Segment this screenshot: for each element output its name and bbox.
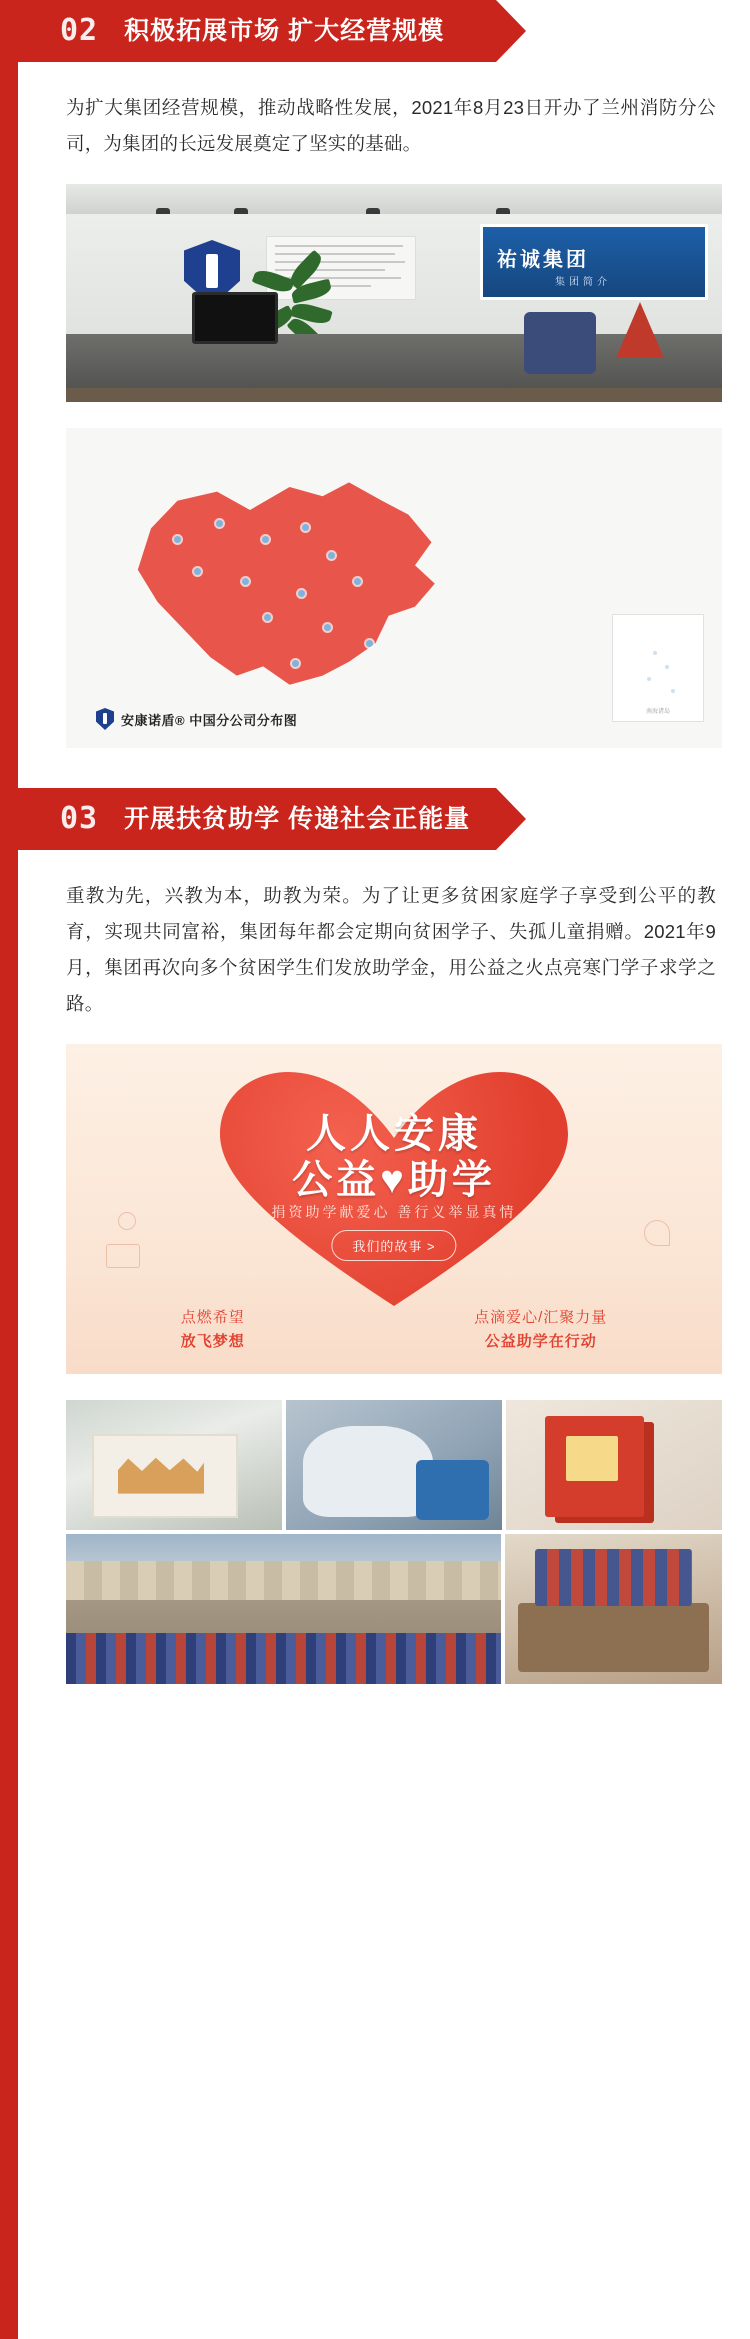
envelope-doodle-icon — [106, 1244, 140, 1268]
our-story-button[interactable]: 我们的故事 > — [331, 1230, 456, 1261]
banner-footer-right — [474, 1306, 607, 1354]
footer-left-line2: 放飞梦想 — [180, 1333, 245, 1350]
map-dot — [264, 614, 271, 621]
inset-caption: 南海诸岛 — [645, 709, 670, 715]
map-legend-text: 安康诺盾® 中国分公司分布图 — [121, 712, 298, 728]
map-dot — [366, 640, 373, 647]
office-photo — [66, 184, 722, 402]
section-03-title: 开展扶贫助学 传递社会正能量 — [124, 805, 471, 833]
packing-supplies-photo — [286, 1400, 502, 1530]
charity-photo-grid — [18, 1400, 750, 1684]
donation-boxes-photo — [66, 1400, 282, 1530]
photo-row-bottom — [66, 1534, 722, 1684]
charity-banner-wrap — [18, 1044, 750, 1374]
banner-heart-line2: 公益♥助学 — [292, 1158, 496, 1202]
footer-right-line2: 公益助学在行动 — [484, 1333, 597, 1350]
spacer — [18, 1374, 750, 1400]
map-dot — [324, 624, 331, 631]
banner-heart-line1: 人人安康 — [306, 1112, 482, 1156]
map-dot — [174, 536, 181, 543]
spacer — [18, 748, 750, 788]
board-subtitle: 集团简介 — [555, 277, 611, 288]
red-envelopes-photo — [506, 1400, 722, 1530]
south-sea-inset — [612, 614, 704, 722]
section-02-office-photo-wrap — [18, 184, 750, 402]
section-03 — [18, 788, 750, 1706]
china-branch-map — [66, 428, 722, 748]
banner-footer-left — [181, 1306, 245, 1354]
section-02-header — [18, 0, 750, 62]
office-chair-icon — [524, 312, 596, 374]
spacer — [18, 402, 750, 428]
map-dot — [216, 520, 223, 527]
china-map-shape — [118, 464, 448, 694]
company-intro-board — [480, 224, 708, 300]
section-02-paragraph: 为扩大集团经营规模，推动战略性发展，2021年8月23日开办了兰州消防分公司，为集团的长远发展奠定了坚实的基础。 — [66, 97, 716, 154]
photo-row-top — [66, 1400, 722, 1530]
spacer — [18, 1684, 750, 1706]
map-dot — [292, 660, 299, 667]
section-02-map-wrap — [18, 428, 750, 748]
map-dot — [194, 568, 201, 575]
map-dot — [242, 578, 249, 585]
section-03-header — [18, 788, 750, 850]
banner-footer — [66, 1306, 722, 1354]
charity-banner — [66, 1044, 722, 1374]
map-dot — [354, 578, 361, 585]
map-dot — [262, 536, 269, 543]
board-title: 祐诚集团 — [497, 249, 589, 271]
office-floor — [66, 388, 722, 402]
section-03-number: 03 — [60, 801, 99, 836]
section-02 — [18, 0, 750, 748]
students-meal-photo — [505, 1534, 722, 1684]
desktop-monitor-icon — [192, 292, 278, 344]
section-02-number: 02 — [60, 13, 99, 48]
map-legend — [96, 708, 297, 730]
school-assembly-photo — [66, 1534, 501, 1684]
section-03-paragraph: 重教为先，兴教为本，助教为荣。为了让更多贫困家庭学子享受到公平的教育，实现共同富裕，集团每年都会定期向贫困学子、失孤儿童捐赠。2021年9月，集团再次向多个贫困学生们发放助学金，用公益之火点亮寒门学子求学之路。 — [66, 885, 716, 1014]
map-dot — [298, 590, 305, 597]
shield-icon — [96, 708, 114, 730]
section-02-title: 积极拓展市场 扩大经营规模 — [124, 17, 445, 45]
map-dot — [302, 524, 309, 531]
map-dot — [328, 552, 335, 559]
footer-left-line1: 点燃希望 — [180, 1309, 245, 1326]
footer-right-line1: 点滴爱心/汇聚力量 — [474, 1309, 608, 1326]
balloon-doodle-icon — [644, 1220, 670, 1246]
banner-heart-subtitle: 捐资助学献爱心 善行义举显真情 — [271, 1204, 517, 1220]
